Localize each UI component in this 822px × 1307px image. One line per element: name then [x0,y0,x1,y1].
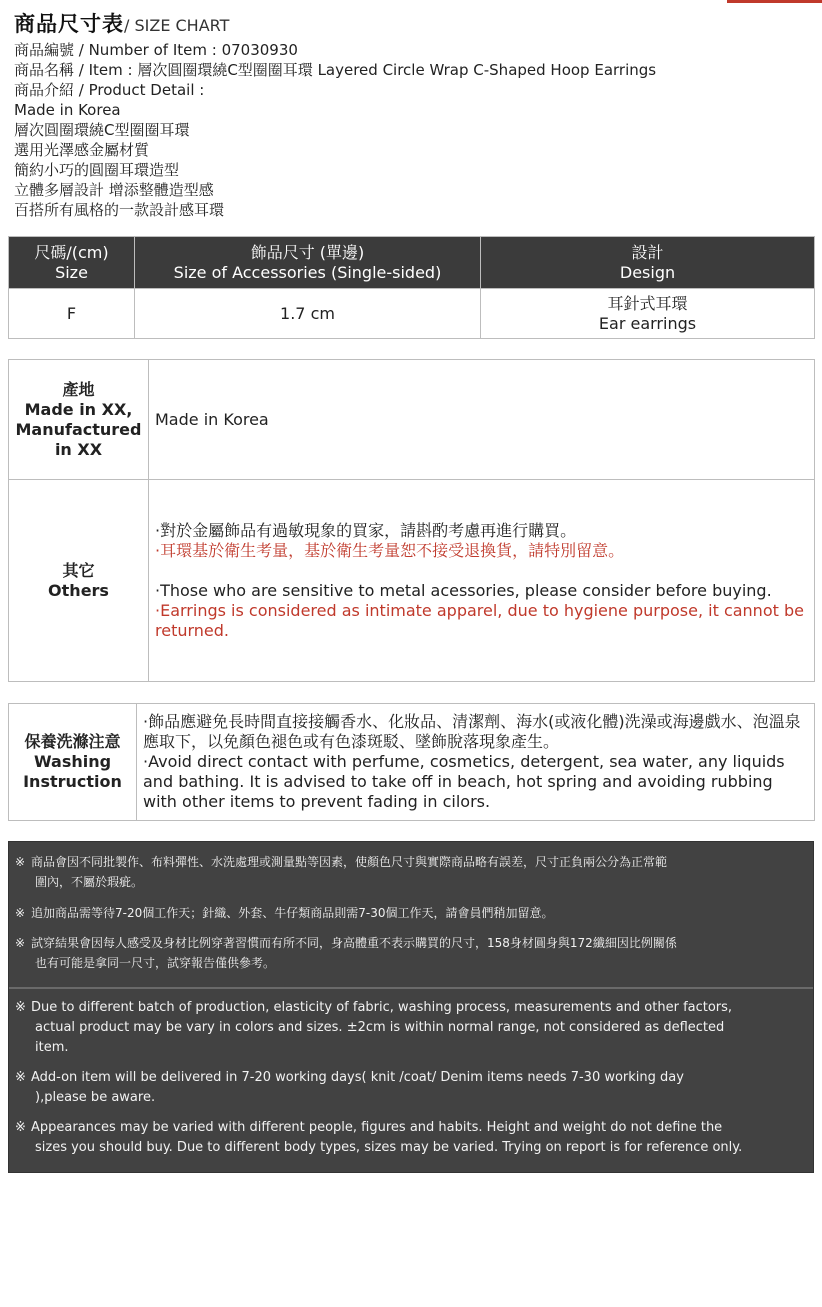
note-zh-3: ※ 試穿結果會因每人感受及身材比例穿著習慣而有所不同，身高體重不表示購買的尺寸，158身材圓身與172纖細因比例關係 也有可能是拿同一尺寸，試穿報告僅供參考。 [15,933,811,973]
detail-line: 立體多層設計 增添整體造型感 [14,181,214,199]
notes-panel [8,841,814,1173]
detail-line: 簡約小巧的圓圈耳環造型 [14,161,180,179]
others-warning-en: ·Earrings is considered as intimate apparel, due to hygiene purpose, it cannot be returned. [155,600,804,640]
item-name: 商品名稱 / Item : 層次圓圈環繞C型圈圈耳環 Layered Circle Wrap C-Shaped Hoop Earrings [14,61,657,79]
note-mark: ※ [15,1120,26,1135]
others-note-zh: ·對於金屬飾品有過敏現象的買家，請斟酌考慮再進行購買。 [155,520,577,540]
others-label-en: Others [48,580,109,600]
origin-label-en: in XX [54,439,103,459]
notes-divider [9,987,813,989]
size-table [8,236,815,339]
design-column-header [481,237,815,289]
design-header-zh: 設計 [631,242,664,262]
size-header-zh: 尺碼/(cm) [34,242,109,262]
detail-line: 層次圓圈環繞C型圈圈耳環 [14,121,190,139]
detail-line: 百搭所有風格的一款設計感耳環 [14,201,225,219]
note-en-2: ※ Add-on item will be delivered in 7-20 working days( knit /coat/ Denim items needs 7-30 working day ),please be aware. [15,1070,684,1105]
title-en: / SIZE CHART [124,16,230,35]
note-mark: ※ [15,936,26,950]
size-header-en: Size [55,262,88,282]
top-accent-bar [727,0,822,3]
others-label-zh: 其它 [62,560,95,580]
note-mark: ※ [15,906,26,920]
note-zh-2: ※ 追加商品需等待7-20個工作天；針織、外套、牛仔類商品則需7-30個工作天，請會員們稍加留意。 [15,903,811,923]
title-zh: 商品尺寸表 [14,12,124,36]
note-mark: ※ [15,855,26,869]
table-row [9,289,815,339]
note-mark: ※ [15,1000,26,1015]
note-en-3: ※ Appearances may be varied with different people, figures and habits. Height and weight do not define the sizes you should buy. Due to different body types, sizes may be varied. Trying on report is for reference only. [15,1120,743,1155]
note-mark: ※ [15,1070,26,1085]
washing-label-en: Washing [33,752,112,771]
accessory-size-header-zh: 飾品尺寸 (單邊) [250,242,365,262]
product-detail-label: 商品介紹 / Product Detail : [14,81,205,99]
origin-label-en: Made in XX, [24,399,133,419]
design-value [481,289,815,339]
note-zh-1: ※ 商品會因不同批製作、布料彈性、水洗處理或測量點等因素，使顏色尺寸與實際商品略有誤差，尺寸正負兩公分為正常範 圍內，不屬於瑕疵。 [15,852,811,892]
accessory-size-column-header [135,237,481,289]
size-column-header [9,237,135,289]
washing-label [9,704,137,821]
others-label [9,480,149,682]
detail-line: 選用光澤感金屬材質 [14,141,150,159]
accessory-size-value: 1.7 cm [135,289,481,339]
detail-line: Made in Korea [14,101,121,119]
others-row [9,480,815,682]
size-table-header-row [9,237,815,289]
washing-label-zh: 保養洗滌注意 [24,732,121,751]
others-warning-zh: ·耳環基於衛生考量，基於衛生考量恕不接受退換貨，請特別留意。 [155,540,625,560]
washing-label-en: Instruction [23,772,122,791]
item-number: 商品編號 / Number of Item : 07030930 [14,41,298,59]
origin-label [9,360,149,480]
washing-table [8,703,815,821]
page-title [14,8,814,40]
others-note-en: ·Those who are sensitive to metal acessories, please consider before buying. [155,580,772,600]
size-chart-header [14,8,814,220]
washing-content [137,704,815,821]
origin-label-zh: 產地 [62,379,95,399]
others-content [149,480,815,682]
washing-instruction-en: ·Avoid direct contact with perfume, cosmetics, detergent, sea water, any liquids and bathing. It is advised to take off in beach, hot spring and avoiding rubbing with other items to prevent fading in cilors. [143,752,785,811]
origin-row [9,360,815,480]
origin-label-en: Manufactured [15,419,142,439]
accessory-size-header-en: Size of Accessories (Single-sided) [173,262,442,282]
note-en-1: ※ Due to different batch of production, elasticity of fabric, washing process, measurements and other factors, actual product may be vary in colors and sizes. ±2cm is within normal range, not considered as deflected item. [15,1000,733,1055]
origin-value: Made in Korea [149,360,815,480]
design-value-zh: 耳針式耳環 [607,293,688,313]
washing-row [9,704,815,821]
washing-instruction-zh: ·飾品應避免長時間直接接觸香水、化妝品、清潔劑、海水(或液化體)洗澡或海邊戲水、泡溫泉應取下，以免顏色褪色或有色漆斑駁、墜飾脫落現象產生。 [143,712,801,751]
design-header-en: Design [619,262,676,282]
design-value-en: Ear earrings [598,313,697,333]
size-value: F [9,289,135,339]
origin-others-table [8,359,815,682]
